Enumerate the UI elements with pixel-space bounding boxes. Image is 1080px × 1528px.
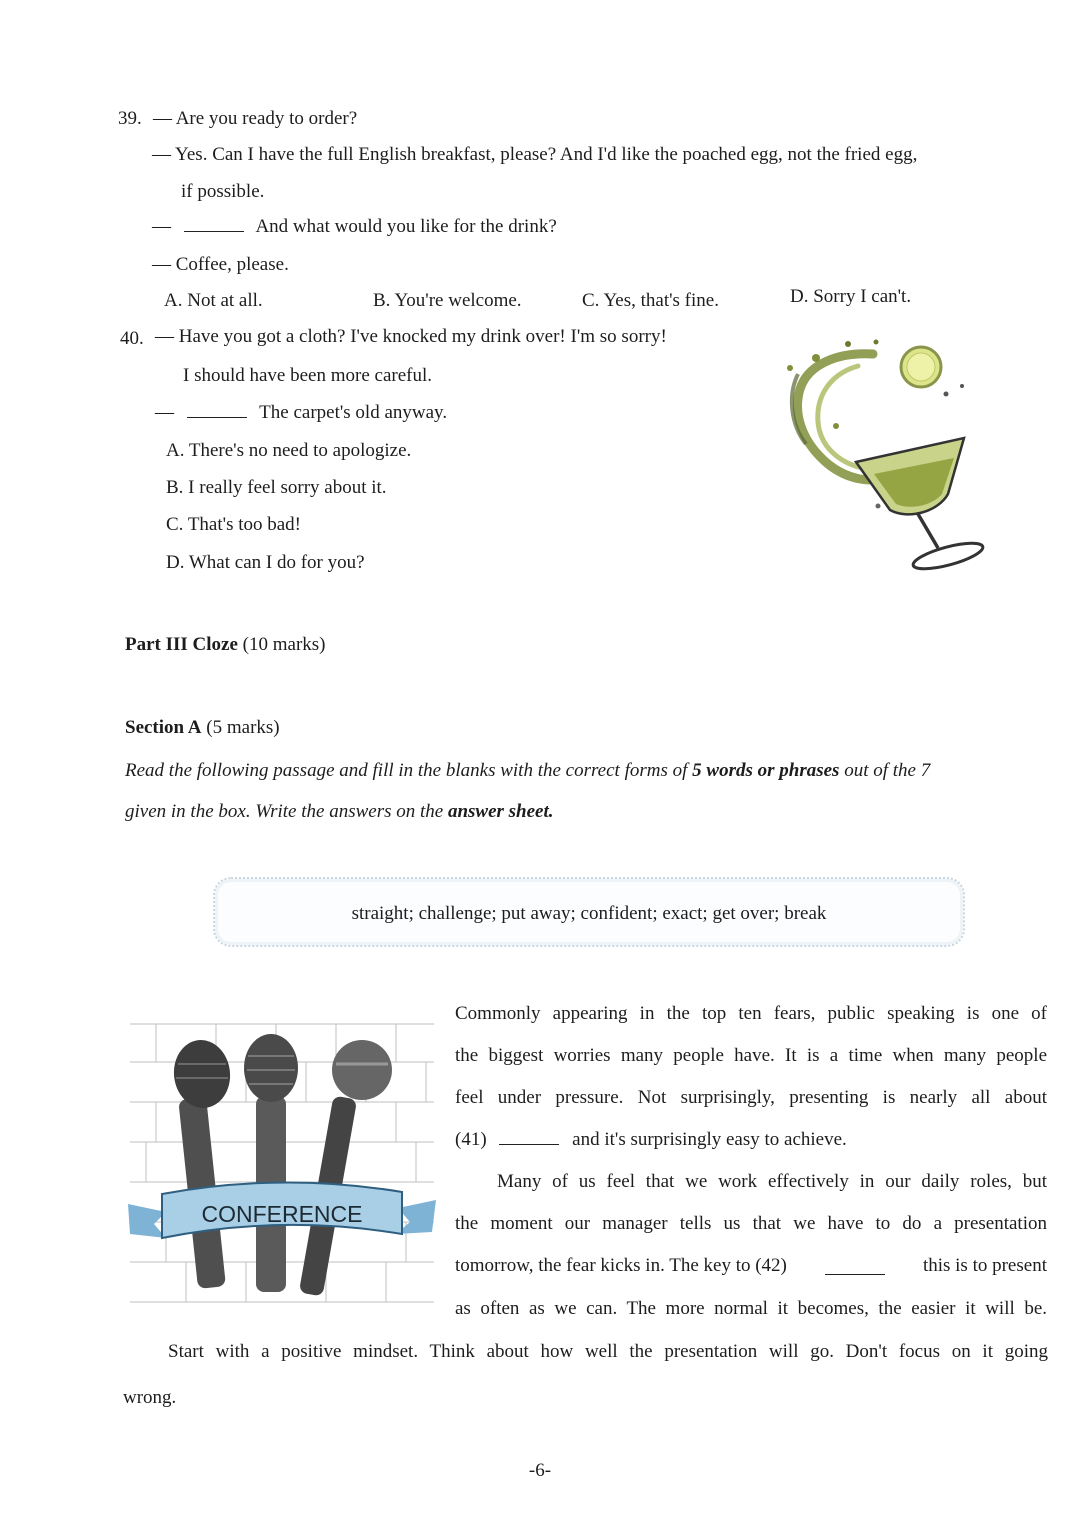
q39-line-4 bbox=[152, 216, 557, 238]
conference-label: CONFERENCE bbox=[201, 1201, 363, 1227]
q39-number: 39. bbox=[118, 108, 142, 129]
passage-line: as often as we can. The more normal it becomes, the easier it will be. bbox=[455, 1298, 1047, 1319]
word-box bbox=[213, 877, 965, 947]
passage-line: the biggest worries many people have. It is a time when many people bbox=[455, 1045, 1047, 1066]
q40-number: 40. bbox=[120, 328, 144, 349]
passage-line bbox=[455, 1129, 847, 1151]
section-marks: (5 marks) bbox=[206, 717, 280, 738]
instr-text: given in the box. Write the answers on the bbox=[125, 801, 444, 822]
instructions-line-2 bbox=[125, 801, 554, 823]
dash: — bbox=[152, 216, 171, 237]
answer-blank bbox=[187, 416, 247, 418]
q40-line-3-text: The carpet's old anyway. bbox=[259, 402, 448, 423]
q39-line-3: if possible. bbox=[181, 181, 265, 202]
q40-option-b: B. I really feel sorry about it. bbox=[166, 477, 387, 498]
passage-line: Commonly appearing in the top ten fears, public speaking is one of bbox=[455, 1003, 1047, 1024]
passage-line: Many of us feel that we work effectively in our daily roles, but bbox=[497, 1171, 1047, 1192]
passage-line bbox=[455, 1255, 1047, 1277]
passage-line: the moment our manager tells us that we have to do a presentation bbox=[455, 1213, 1047, 1234]
part-heading bbox=[125, 634, 326, 656]
q40-option-c: C. That's too bad! bbox=[166, 514, 302, 535]
q39-option-b: B. You're welcome. bbox=[373, 290, 522, 311]
cocktail-illustration bbox=[778, 334, 988, 579]
instructions-line-1 bbox=[125, 760, 930, 782]
passage-text: this is to present bbox=[922, 1255, 1047, 1276]
section-title: Section A bbox=[125, 717, 202, 738]
instr-text: out of the 7 bbox=[844, 760, 931, 781]
answer-blank-42 bbox=[825, 1273, 885, 1275]
passage-text: and it's surprisingly easy to achieve. bbox=[572, 1129, 847, 1150]
q39-line-5: — Coffee, please. bbox=[152, 254, 289, 275]
answer-blank-41 bbox=[499, 1143, 559, 1145]
part-marks: (10 marks) bbox=[242, 634, 326, 655]
page-number: -6- bbox=[528, 1460, 552, 1481]
q40-line-2: I should have been more careful. bbox=[183, 365, 433, 386]
instr-emphasis: answer sheet. bbox=[447, 801, 554, 822]
passage-line: feel under pressure. Not surprisingly, presenting is nearly all about bbox=[455, 1087, 1047, 1108]
q40-line-3 bbox=[155, 402, 447, 424]
dash: — bbox=[155, 402, 174, 423]
section-heading bbox=[125, 717, 280, 739]
instr-emphasis: 5 words or phrases bbox=[692, 760, 840, 781]
q40-option-d: D. What can I do for you? bbox=[166, 552, 365, 573]
passage-line: wrong. bbox=[123, 1387, 177, 1408]
blank-number-41: (41) bbox=[455, 1129, 487, 1150]
q39-option-c: C. Yes, that's fine. bbox=[582, 290, 719, 311]
part-title: Part III Cloze bbox=[125, 634, 238, 655]
q40-option-a: A. There's no need to apologize. bbox=[166, 440, 412, 461]
passage-line: Start with a positive mindset. Think about how well the presentation will go. Don't focus on it going bbox=[168, 1341, 1048, 1362]
q39-option-a: A. Not at all. bbox=[164, 290, 263, 311]
passage-text: tomorrow, the fear kicks in. The key to (42) bbox=[455, 1255, 787, 1276]
word-box-words: straight; challenge; put away; confident; exact; get over; break bbox=[351, 903, 827, 924]
q39-line-4-text: And what would you like for the drink? bbox=[255, 216, 557, 237]
conference-illustration bbox=[126, 1012, 438, 1312]
q39-line-1: — Are you ready to order? bbox=[153, 108, 358, 129]
q39-line-2: — Yes. Can I have the full English breakfast, please? And I'd like the poached egg, not the fried egg, bbox=[152, 144, 918, 165]
instr-text: Read the following passage and fill in the blanks with the correct forms of bbox=[125, 760, 688, 781]
answer-blank bbox=[184, 230, 244, 232]
q40-line-1: — Have you got a cloth? I've knocked my drink over! I'm so sorry! bbox=[155, 326, 667, 347]
q39-option-d: D. Sorry I can't. bbox=[790, 286, 912, 307]
